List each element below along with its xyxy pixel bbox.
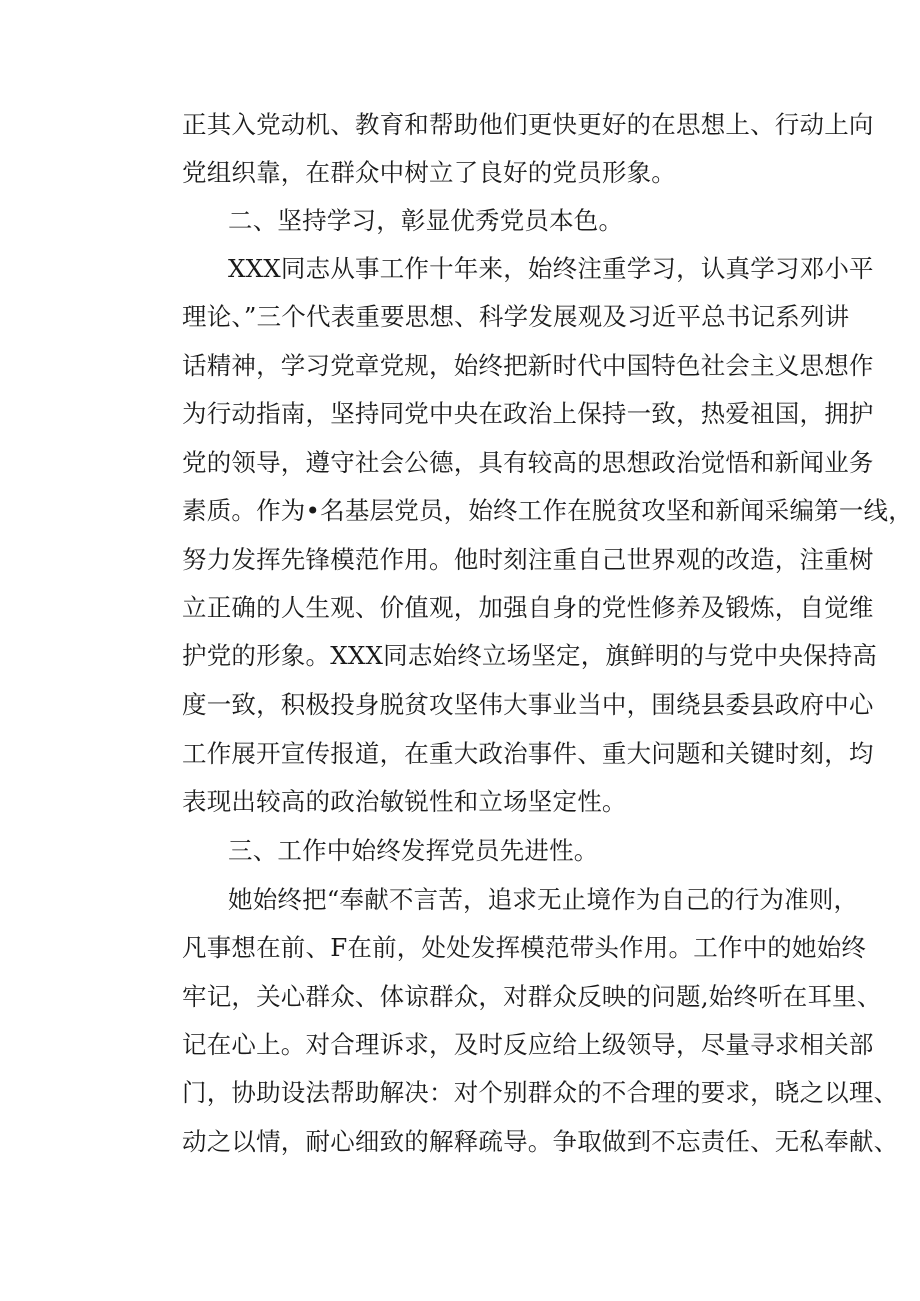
section-heading: 二、坚持学习，彰显优秀党员本色。 [228, 206, 624, 235]
text-line: 牢记，关心群众、体谅群众，对群众反映的问题,始终听在耳里、 [182, 982, 882, 1011]
text-line: XXX同志从事工作十年来，始终注重学习，认真学习邓小平 [228, 254, 874, 283]
text-line: 凡事想在前、F在前，处处发挥模范带头作用。工作中的她始终 [182, 933, 867, 962]
text-line: 党组织靠，在群众中树立了良好的党员形象。 [182, 158, 676, 187]
text-line: 立正确的人生观、价值观，加强自身的党性修养及锻炼，自觉维 [182, 593, 874, 622]
text-line: 她始终把“奉献不言苦，追求无止境作为自己的行为准则， [228, 885, 859, 914]
text-line: 正其入党动机、教育和帮助他们更快更好的在思想上、行动上向 [182, 110, 874, 139]
text-line: 门，协助设法帮助解决：对个别群众的不合理的要求，晓之以理、 [182, 1078, 899, 1107]
text-line: 话精神，学习党章党规，始终把新时代中国特色社会主义思想作 [182, 351, 874, 380]
text-line: 素质。作为•名基层党员，始终工作在脱贫攻坚和新闻采编第一线， [182, 496, 913, 525]
text-line: 记在心上。对合理诉求，及时反应给上级领导，尽量寻求相关部 [182, 1030, 874, 1059]
text-line: 护党的形象。XXX同志始终立场坚定，旗鲜明的与党中央保持高 [182, 641, 878, 670]
text-line: 动之以情，耐心细致的解释疏导。争取做到不忘责任、无私奉献、 [182, 1127, 899, 1156]
text-line: 工作展开宣传报道，在重大政治事件、重大问题和关键时刻，均 [182, 739, 874, 768]
text-line: 理论、”三个代表重要思想、科学发展观及习近平总书记系列讲 [182, 302, 850, 331]
text-line: 表现出较高的政治敏锐性和立场坚定性。 [182, 787, 627, 816]
text-line: 度一致，积极投身脱贫攻坚伟大事业当中，围绕县委县政府中心 [182, 690, 874, 719]
text-line: 为行动指南，坚持同党中央在政治上保持一致，热爱祖国，拥护 [182, 399, 874, 428]
text-line: 党的领导，遵守社会公德，具有较高的思想政治觉悟和新闻业务 [182, 448, 874, 477]
text-line: 努力发挥先锋模范作用。他时刻注重自己世界观的改造，注重树 [182, 545, 874, 574]
section-heading: 三、工作中始终发挥党员先进性。 [228, 836, 599, 865]
